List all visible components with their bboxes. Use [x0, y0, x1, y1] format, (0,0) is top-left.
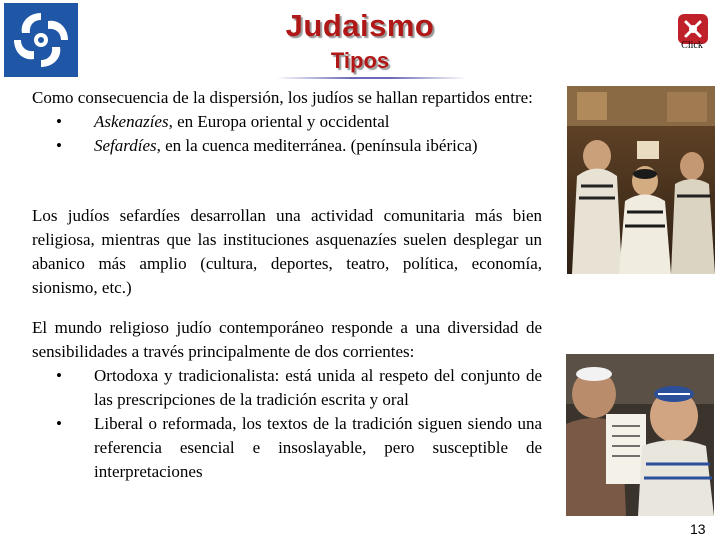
- paragraph-intro: Como consecuencia de la dispersión, los judíos se hallan repartidos entre:: [32, 88, 533, 107]
- synagogue-painting-icon: [567, 86, 715, 274]
- list-item: [32, 412, 542, 484]
- list-item-text: Liberal o reformada, los textos de la tradición siguen siendo una referencia esencial e insoslayable, pero susceptible de interpretaciones: [94, 414, 542, 481]
- page-title: Judaismo: [285, 8, 435, 43]
- paragraph-intro: El mundo religioso judío contemporáneo responde a una diversidad de sensibilidades a través principalmente de dos corrientes:: [32, 318, 542, 361]
- paragraph-sefardies: Los judíos sefardíes desarrollan una actividad comunitaria más bien religiosa, mientras que las instituciones asquenazíes suelen desplegar un abanico más amplio (cultura, deportes, teatro, política, economía, sionismo, etc.): [32, 206, 542, 297]
- list-item: [32, 364, 542, 412]
- list-item-text: , en la cuenca mediterránea. (península ibérica): [156, 136, 478, 155]
- list-item: [32, 110, 542, 134]
- click-label: Click: [681, 40, 703, 51]
- list-item-term: Sefardíes: [94, 136, 157, 155]
- bullet-list: [32, 110, 542, 158]
- paragraph-dispersion: [32, 86, 542, 158]
- title-underline: [276, 77, 466, 79]
- worshippers-photo-icon: [566, 354, 714, 516]
- bullet-icon: •: [56, 366, 62, 385]
- page-subtitle: Tipos: [330, 48, 390, 73]
- bullet-icon: •: [56, 136, 62, 155]
- list-item: [32, 134, 542, 158]
- bullet-icon: •: [56, 414, 62, 433]
- list-item-term: Askenazíes: [94, 112, 169, 131]
- paragraph-religious-currents: [32, 316, 542, 484]
- list-item-text: Ortodoxa y tradicionalista: está unida al respeto del conjunto de las prescripciones de la tradición escrita y oral: [94, 366, 542, 409]
- list-item-text: , en Europa oriental y occidental: [168, 112, 390, 131]
- page-number: 13: [690, 521, 706, 537]
- synagogue-painting-image: [567, 86, 715, 274]
- worshippers-photo-image: [566, 354, 714, 516]
- bullet-list: [32, 364, 542, 484]
- bullet-icon: •: [56, 112, 62, 131]
